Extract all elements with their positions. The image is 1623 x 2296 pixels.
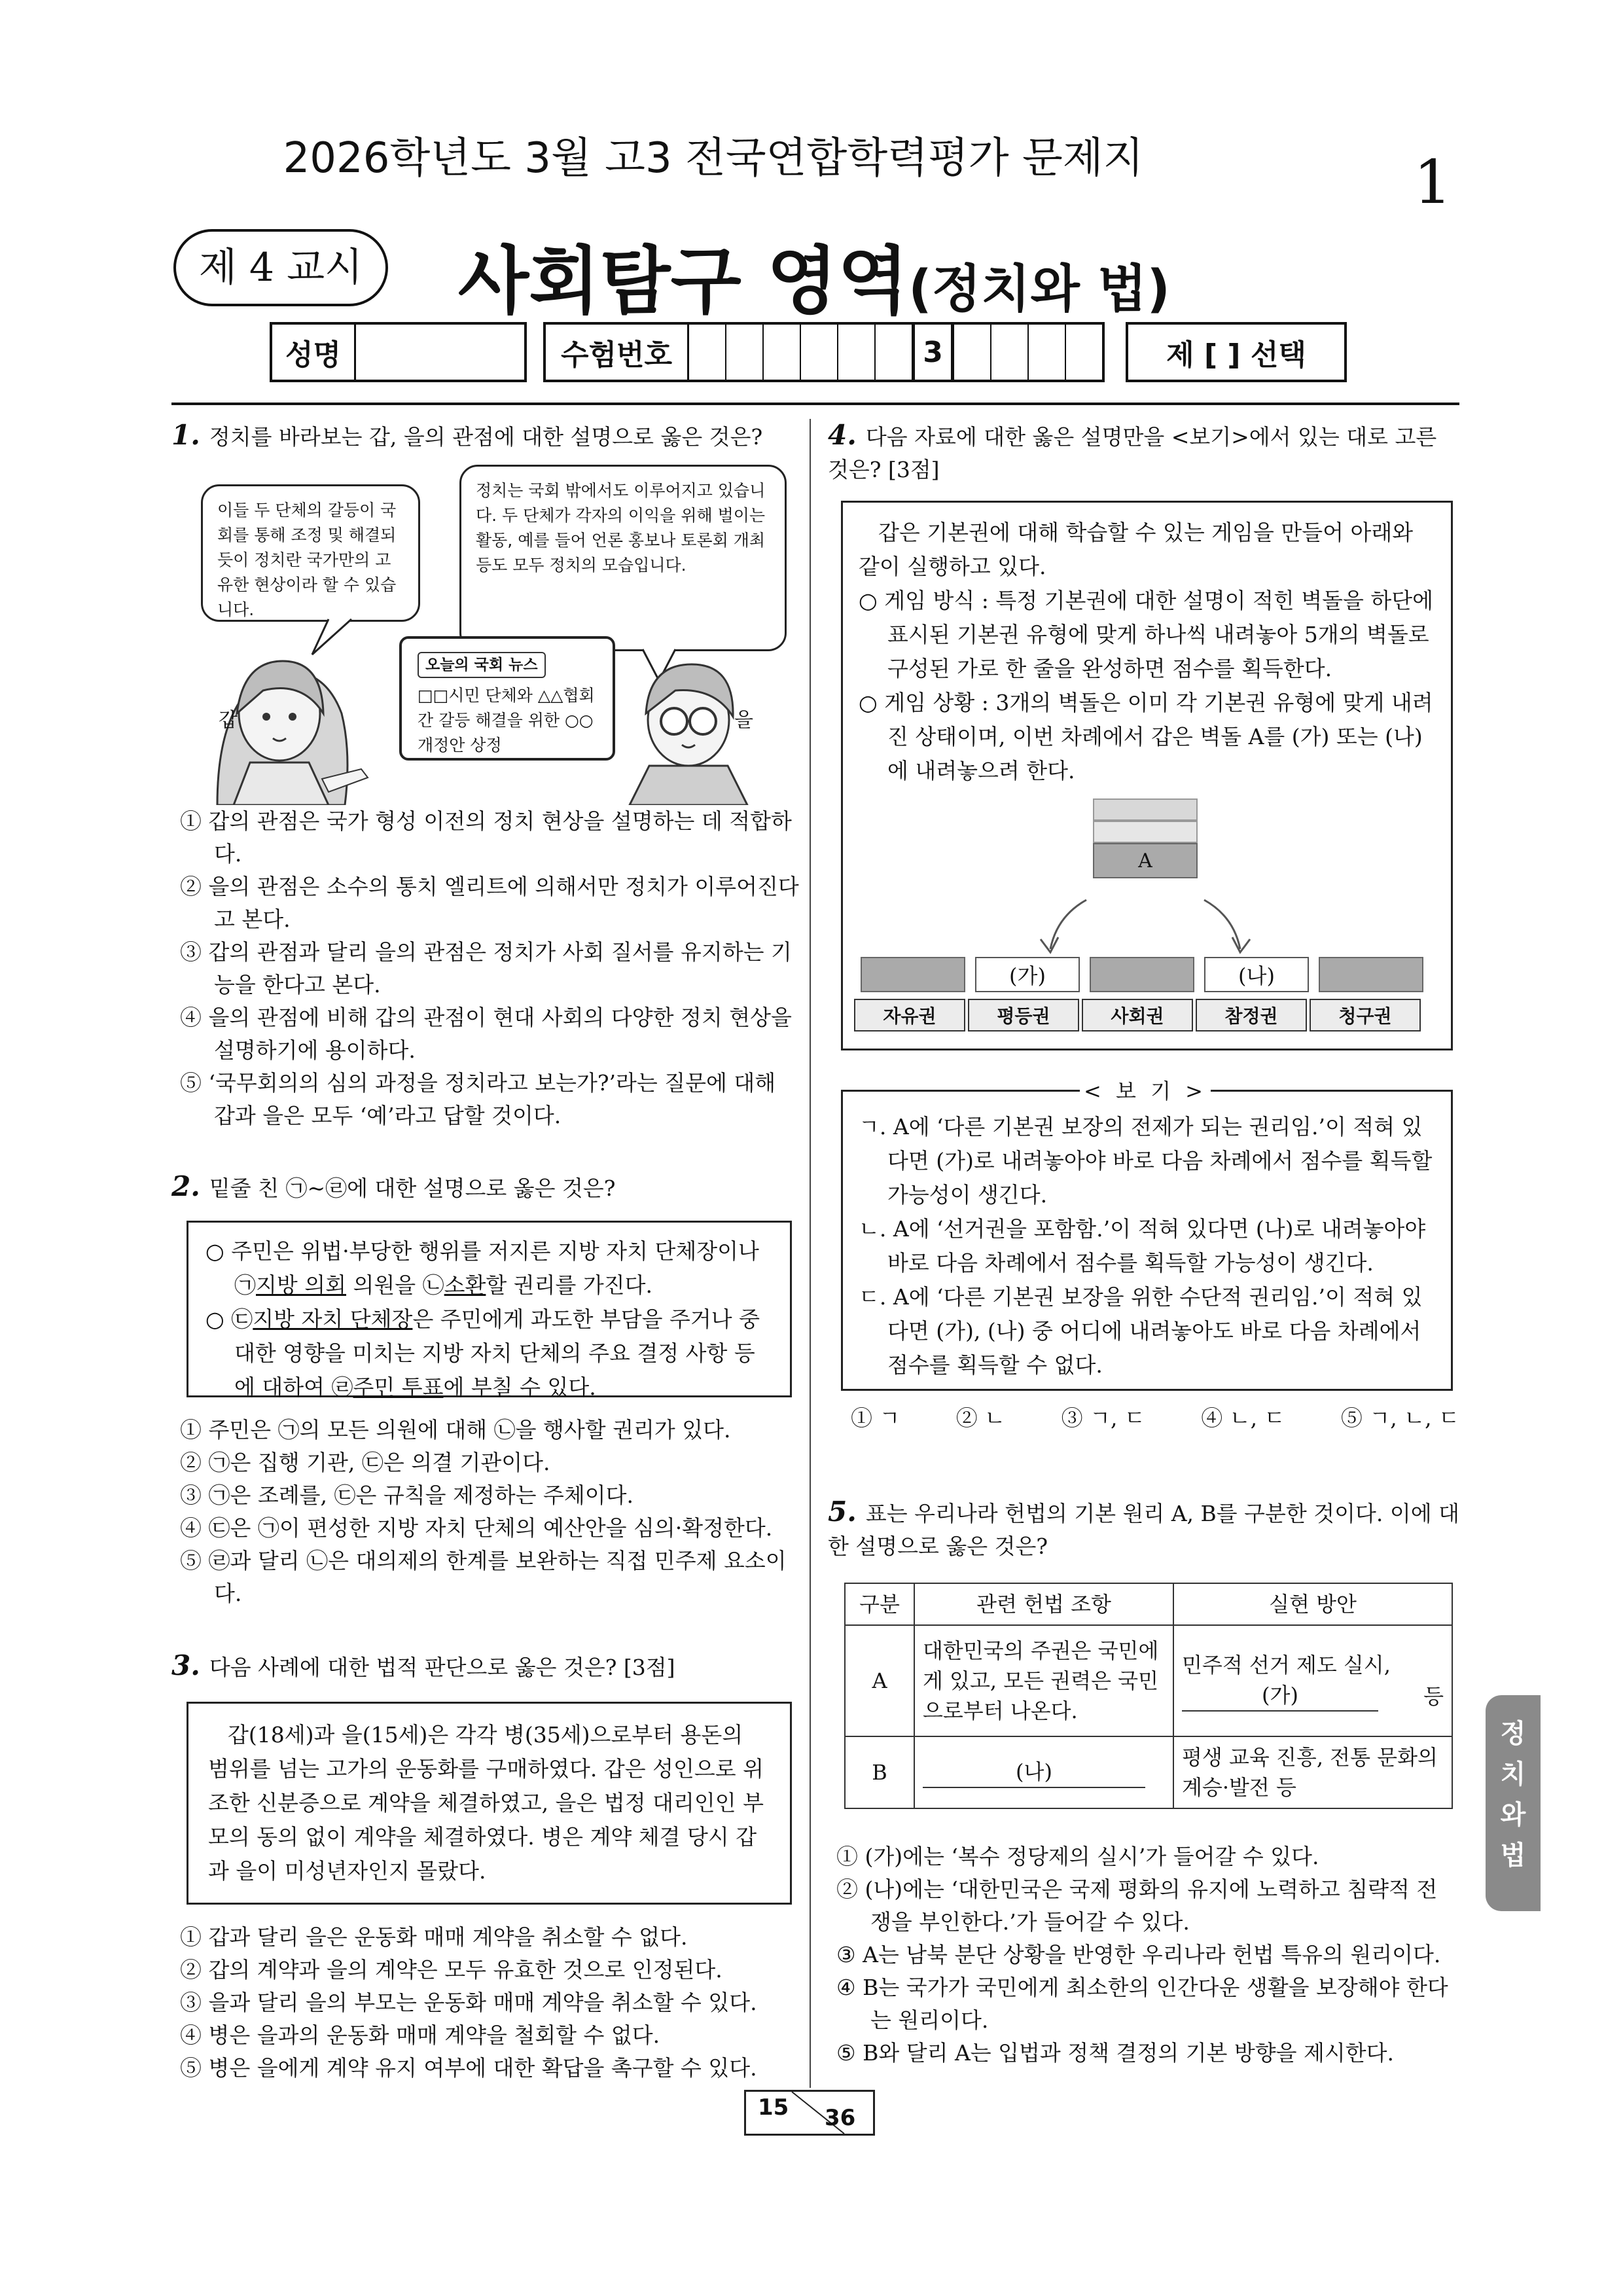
q3-option[interactable]: ⑤ 병은 을에게 계약 유지 여부에 대한 확답을 촉구할 수 있다. — [180, 2055, 757, 2081]
q5-option[interactable]: ③ A는 남북 분단 상황을 반영한 우리나라 헌법 특유의 원리이다. — [836, 1942, 1441, 1967]
digit-cell[interactable] — [876, 325, 913, 380]
q4-intro: 갑은 기본권에 대해 학습할 수 있는 게임을 만들어 아래와 같이 실행하고 있다. — [859, 520, 1414, 579]
current-page: 15 — [758, 2094, 789, 2121]
q5-option[interactable]: ① (가)에는 ‘복수 정당제의 실시’가 들어갈 수 있다. — [836, 1844, 1319, 1869]
q5-number: 5. — [828, 1496, 857, 1528]
exam-number-cells[interactable] — [689, 325, 1102, 380]
q3-options — [180, 1921, 802, 2085]
q3-option[interactable]: ③ 을과 달리 을의 부모는 운동화 매매 계약을 취소할 수 있다. — [180, 1990, 757, 2015]
bogi-item: ㄱ. A에 ‘다른 기본권 보장의 전제가 되는 권리임.’이 적혀 있다면 (가)로 내려놓아야 바로 다음 차례에서 점수를 획득할 가능성이 생긴다. — [859, 1114, 1433, 1208]
rights-row — [854, 999, 1421, 1031]
q2-text: 할 권리를 가진다. — [486, 1272, 653, 1298]
q4-answer[interactable]: ② ㄴ — [955, 1405, 1006, 1431]
q4-game-diagram — [841, 785, 1453, 1047]
q2-option[interactable]: ① 주민은 ㉠의 모든 의원에 대해 ㉡을 행사할 권리가 있다. — [180, 1417, 731, 1443]
q1-option[interactable]: ⑤ ‘국무회의의 심의 과정을 정치라고 보는가?’라는 질문에 대해 갑과 을은 모두 ‘예’라고 답할 것이다. — [180, 1070, 776, 1128]
q4-answers — [851, 1402, 1459, 1435]
q2-option[interactable]: ② ㉠은 집행 기관, ㉢은 의결 기관이다. — [180, 1450, 550, 1475]
digit-cell[interactable] — [838, 325, 876, 380]
digit-cell[interactable] — [726, 325, 764, 380]
subject-sub: (정치와 법) — [908, 260, 1171, 319]
digit-cell[interactable] — [689, 325, 726, 380]
q5-row-a-plan — [1173, 1625, 1452, 1736]
q3-option[interactable]: ① 갑과 달리 을은 운동화 매매 계약을 취소할 수 없다. — [180, 1924, 688, 1950]
digit-cell[interactable] — [991, 325, 1029, 380]
q3-number: 3. — [171, 1649, 200, 1681]
q3-case-box: 갑(18세)과 을(15세)은 각각 병(35세)으로부터 용돈의 범위를 넘는 고가의 운동화를 구매하였다. 갑은 성인으로 위조한 신분증으로 계약을 체결하였고, 을은 법정 대리인인 부모의 동의 없이 계약을 체결하였다. 병은 계약 체결 당시 갑과 을이 미성년자인지 몰랐다. — [187, 1702, 792, 1905]
q4-stem-text: 다음 자료에 대한 옳은 설명만을 <보기>에서 있는 대로 고른 것은? [3점] — [828, 424, 1437, 482]
q1-option[interactable]: ③ 갑의 관점과 달리 을의 관점은 정치가 사회 질서를 유지하는 기능을 한다고 본다. — [180, 939, 792, 997]
digit-cell-fixed: 3 — [913, 325, 952, 380]
q5-option[interactable]: ④ B는 국가가 국민에게 최소한의 인간다운 생활을 보장해야 한다는 원리이다. — [836, 1975, 1448, 2033]
q5-option[interactable]: ⑤ B와 달리 A는 입법과 정책 결정의 기본 방향을 제시한다. — [836, 2040, 1395, 2066]
boy-figure — [630, 664, 747, 805]
q5-row-a-label: A — [845, 1625, 914, 1736]
q5-stem-text: 표는 우리나라 헌법의 기본 원리 A, B를 구분한 것이다. 이에 대한 설명으로 옳은 것은? — [828, 1501, 1460, 1559]
q4-answer[interactable]: ① ㄱ — [851, 1405, 901, 1431]
page-number: 1 — [1414, 147, 1452, 217]
underline-local-head: 지방 자치 단체장 — [253, 1306, 413, 1332]
exam-title: 2026학년도 3월 고3 전국연합학력평가 문제지 — [283, 134, 1144, 183]
total-pages: 36 — [825, 2105, 856, 2131]
q5-row-a-plan-text: 민주적 선거 제도 실시, — [1182, 1653, 1391, 1677]
q2-option[interactable]: ④ ㉢은 ㉠이 편성한 지방 자치 단체의 예산안을 심의·확정한다. — [180, 1515, 773, 1541]
brick-placed — [1319, 957, 1423, 992]
name-field[interactable] — [270, 322, 527, 382]
q4-number: 4. — [828, 419, 857, 451]
label-eul: 을 — [734, 709, 753, 732]
q4-status: ○ 게임 상황 : 3개의 벽돌은 이미 각 기본권 유형에 맞게 내려진 상태이며, 이번 차례에서 갑은 벽돌 A를 (가) 또는 (나)에 내려놓으려 한다. — [859, 690, 1433, 783]
q2-option[interactable]: ③ ㉠은 조례를, ㉢은 규칙을 제정하는 주체이다. — [180, 1482, 633, 1508]
q2-text: 의원을 ㉡ — [346, 1272, 444, 1298]
right-label: 사회권 — [1082, 999, 1193, 1031]
selection-label: 제 [ ] 선택 — [1166, 338, 1306, 372]
q1-option[interactable]: ④ 을의 관점에 비해 갑의 관점이 현대 사회의 다양한 정치 현상을 설명하기에 용이하다. — [180, 1005, 792, 1063]
digit-cell[interactable] — [1029, 325, 1066, 380]
q2-text: ○ ㉢ — [205, 1306, 253, 1332]
girl-figure — [217, 661, 368, 805]
q5-th: 실현 방안 — [1173, 1583, 1452, 1625]
q2-option[interactable]: ⑤ ㉣과 달리 ㉡은 대의제의 한계를 보완하는 직접 민주제 요소이다. — [180, 1548, 787, 1606]
q1-stem-text: 정치를 바라보는 갑, 을의 관점에 대한 설명으로 옳은 것은? — [209, 424, 763, 450]
q2-options — [180, 1414, 802, 1610]
brick-placed — [861, 957, 965, 992]
q3-option[interactable]: ② 갑의 계약과 을의 계약은 모두 유효한 것으로 인정된다. — [180, 1957, 722, 1982]
q5-options — [836, 1840, 1458, 2070]
bogi-item: ㄷ. A에 ‘다른 기본권 보장을 위한 수단적 권리임.’이 적혀 있다면 (가), (나) 중 어디에 내려놓아도 바로 다음 차례에서 점수를 획득할 수 없다. — [859, 1284, 1423, 1378]
exam-number-field[interactable] — [543, 322, 1105, 382]
q3-stem-text: 다음 사례에 대한 법적 판단으로 옳은 것은? [3점] — [209, 1655, 675, 1680]
name-input-area[interactable] — [356, 325, 524, 380]
q5-row-b-clause — [914, 1736, 1173, 1808]
q1-number: 1. — [171, 419, 200, 451]
q1-stem — [171, 419, 803, 454]
right-label: 청구권 — [1310, 999, 1421, 1031]
q2-text: 은 주민에게 과도한 부담을 주거나 중대한 영향을 미치는 지방 자치 단체의 주요 결정 사항 등에 대하여 ㉣ — [234, 1306, 760, 1400]
blank-na: (나) — [923, 1757, 1145, 1788]
speech-bubble-eul: 정치는 국회 밖에서도 이루어지고 있습니다. 두 단체가 각자의 이익을 위해 벌이는 활동, 예를 들어 언론 홍보나 토론회 개최 등도 모두 정치의 모습입니다. — [459, 465, 787, 651]
brick-placed — [1090, 957, 1194, 992]
bogi-title: < 보 기 > — [1080, 1075, 1211, 1105]
q5-row-b-label: B — [845, 1736, 914, 1808]
tablet-news — [399, 636, 615, 761]
q5-row-a-clause: 대한민국의 주권은 국민에게 있고, 모든 권력은 국민으로부터 나온다. — [914, 1625, 1173, 1736]
q1-option[interactable]: ② 을의 관점은 소수의 통치 엘리트에 의해서만 정치가 이루어진다고 본다. — [180, 874, 799, 932]
q3-stem — [171, 1649, 803, 1684]
column-divider — [810, 419, 811, 2088]
q5-th: 관련 헌법 조항 — [914, 1583, 1173, 1625]
q5-option[interactable]: ② (나)에는 ‘대한민국은 국제 평화의 유지에 노력하고 침략적 전쟁을 부인한다.’가 들어갈 수 있다. — [836, 1876, 1438, 1935]
name-label: 성명 — [272, 325, 356, 380]
q5-row-b-plan: 평생 교육 진흥, 전통 문화의 계승·발전 등 — [1173, 1736, 1452, 1808]
q1-option[interactable]: ① 갑의 관점은 국가 형성 이전의 정치 현상을 설명하는 데 적합하다. — [180, 808, 792, 867]
digit-cell[interactable] — [1066, 325, 1102, 380]
bogi-item: ㄴ. A에 ‘선거권을 포함함.’이 적혀 있다면 (나)로 내려놓아야 바로 다음 차례에서 점수를 획득할 가능성이 생긴다. — [859, 1216, 1426, 1276]
q2-stem — [171, 1170, 803, 1205]
q2-box-item-1 — [205, 1234, 773, 1302]
subject-main: 사회탐구 영역 — [458, 239, 909, 324]
blank-ga: (가) — [1182, 1680, 1378, 1712]
page-counter — [744, 2090, 875, 2136]
q2-text: 에 부칠 수 있다. — [443, 1374, 596, 1400]
right-label: 자유권 — [854, 999, 965, 1031]
digit-cell[interactable] — [801, 325, 838, 380]
q2-stem-text: 밑줄 친 ㉠~㉣에 대한 설명으로 옳은 것은? — [209, 1175, 616, 1201]
news-title: 오늘의 국회 뉴스 — [418, 652, 546, 678]
q4-answer[interactable]: ⑤ ㄱ, ㄴ, ㄷ — [1340, 1405, 1459, 1431]
q2-box-item-2 — [205, 1302, 773, 1405]
underline-local-council: 지방 의회 — [256, 1272, 347, 1298]
q2-text: ○ 주민은 위법·부당한 행위를 저지른 지방 자치 단체장이나 ㉠ — [205, 1238, 759, 1298]
exam-number-label: 수험번호 — [546, 325, 689, 380]
right-label: 평등권 — [968, 999, 1079, 1031]
q5-th: 구분 — [845, 1583, 914, 1625]
subject-title — [458, 223, 1170, 328]
slot-na: (나) — [1204, 957, 1309, 992]
q5-row-a-plan-suffix: 등 — [1423, 1684, 1444, 1709]
top-rule — [171, 403, 1459, 405]
selection-field[interactable] — [1126, 322, 1347, 382]
q4-stem — [828, 419, 1459, 486]
q5-table — [844, 1583, 1453, 1809]
subject-side-tab — [1486, 1695, 1541, 1911]
q4-method: ○ 게임 방식 : 특정 기본권에 대한 설명이 적힌 벽돌을 하단에 표시된 기본권 유형에 맞게 하나씩 내려놓아 5개의 벽돌로 구성된 가로 한 줄을 완성하면 점수를 획득한다. — [859, 588, 1434, 681]
speech-bubble-gap: 이들 두 단체의 갈등이 국회를 통해 조정 및 해결되듯이 정치란 국가만의 고유한 현상이라 할 수 있습니다. — [201, 484, 420, 622]
q2-number: 2. — [171, 1170, 200, 1202]
side-tab-text: 정치와 법 — [1500, 1719, 1526, 1871]
slot-ga: (가) — [975, 957, 1080, 992]
underline-referendum: 주민 투표 — [353, 1374, 444, 1400]
brick-a: A — [1093, 843, 1198, 878]
arrow-icons — [841, 785, 1453, 956]
q4-answer[interactable]: ③ ㄱ, ㄷ — [1061, 1405, 1145, 1431]
q4-bogi-box — [841, 1090, 1453, 1391]
digit-cell[interactable] — [764, 325, 801, 380]
news-body: □□시민 단체와 △△협회 간 갈등 해결을 위한 ○○개정안 상정 — [418, 686, 595, 755]
underline-recall: 소환 — [444, 1272, 486, 1298]
label-gap: 갑 — [219, 709, 238, 732]
q1-illustration — [171, 465, 800, 805]
q3-option[interactable]: ④ 병은 을과의 운동화 매매 계약을 철회할 수 없다. — [180, 2022, 660, 2048]
digit-cell[interactable] — [952, 325, 991, 380]
q4-answer[interactable]: ④ ㄴ, ㄷ — [1201, 1405, 1285, 1431]
period-badge: 제 4 교시 — [173, 229, 388, 306]
right-label: 참정권 — [1196, 999, 1307, 1031]
q2-info-box — [187, 1221, 792, 1400]
q1-options — [180, 805, 802, 1132]
q5-stem — [828, 1496, 1459, 1563]
